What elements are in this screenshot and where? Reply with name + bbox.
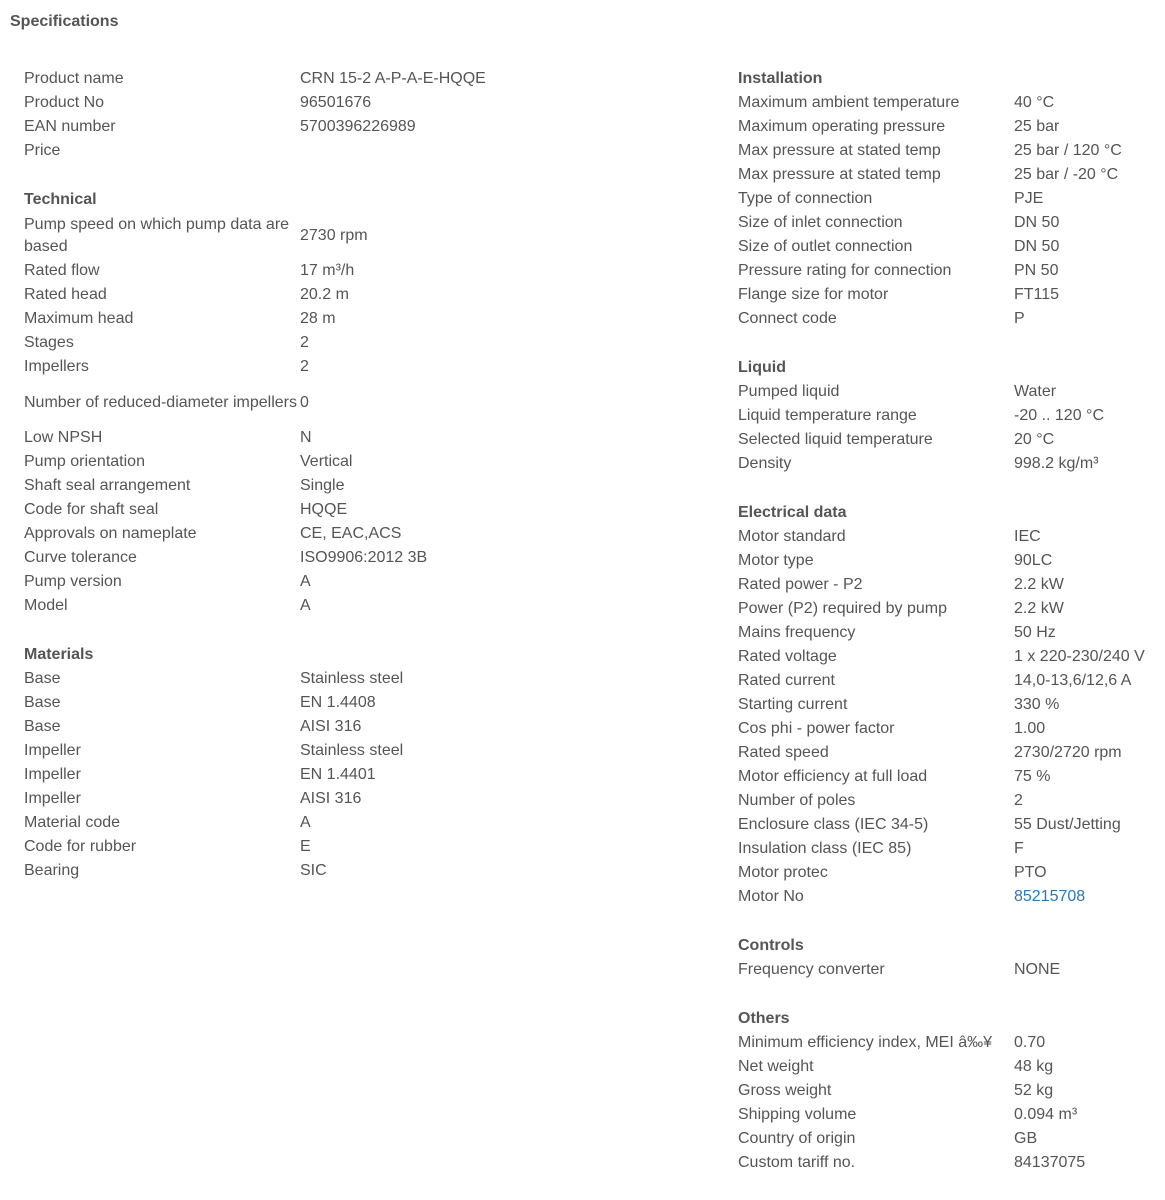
spec-value: Vertical — [300, 453, 353, 470]
spec-value: AISI 316 — [300, 790, 362, 807]
spec-label: Motor standard — [738, 528, 846, 545]
spec-row — [738, 573, 1145, 597]
spec-label: Approvals on nameplate — [24, 525, 197, 542]
spec-label: Max pressure at stated temp — [738, 142, 941, 159]
section-installation — [738, 67, 1145, 331]
left-spec-column — [24, 67, 486, 883]
spec-row — [738, 163, 1145, 187]
spec-label: Mains frequency — [738, 624, 856, 641]
spec-value: 28 m — [300, 310, 336, 327]
spec-value: 0.70 — [1014, 1034, 1046, 1051]
spec-row — [24, 67, 486, 91]
spec-row — [738, 765, 1145, 789]
spec-row — [738, 693, 1145, 717]
spec-row — [738, 139, 1145, 163]
spec-label: Product name — [24, 70, 124, 87]
spec-value: EN 1.4401 — [300, 766, 376, 783]
spec-label: Impeller — [24, 766, 81, 783]
spec-value: 2.2 kW — [1014, 576, 1064, 593]
spec-label: Code for shaft seal — [24, 501, 159, 518]
spec-label: Curve tolerance — [24, 549, 137, 566]
spec-label: EAN number — [24, 118, 116, 135]
spec-value: N — [300, 429, 312, 446]
spec-label: Rated flow — [24, 262, 100, 279]
spec-row — [24, 667, 486, 691]
spec-row — [738, 1055, 1145, 1079]
spec-value: 1 x 220-230/240 V — [1014, 648, 1145, 665]
spec-label: Custom tariff no. — [738, 1154, 856, 1171]
spec-label: Price — [24, 142, 61, 159]
spec-row — [738, 115, 1145, 139]
section-spacer — [738, 476, 1145, 501]
section-controls — [738, 934, 1145, 982]
spec-row — [738, 1079, 1145, 1103]
spec-label: Stages — [24, 334, 74, 351]
spec-row — [738, 428, 1145, 452]
spec-row — [24, 570, 486, 594]
spec-label: Net weight — [738, 1058, 814, 1075]
spec-label: Pump orientation — [24, 453, 145, 470]
spec-row — [24, 522, 486, 546]
spec-value: 52 kg — [1014, 1082, 1054, 1099]
spec-value: Stainless steel — [300, 742, 404, 759]
spec-label: Model — [24, 597, 68, 614]
spec-row — [24, 787, 486, 811]
spec-row — [738, 1031, 1145, 1055]
spec-row — [738, 813, 1145, 837]
spec-label: Shipping volume — [738, 1106, 857, 1123]
spec-value: 2 — [1014, 792, 1023, 809]
spec-row — [738, 1151, 1145, 1175]
spec-value: PJE — [1014, 190, 1044, 207]
spec-label: Cos phi - power factor — [738, 720, 895, 737]
spec-value: E — [300, 838, 311, 855]
spec-row — [24, 450, 486, 474]
spec-value: 20.2 m — [300, 286, 349, 303]
spec-value: 84137075 — [1014, 1154, 1086, 1171]
spec-label: Motor protec — [738, 864, 828, 881]
spec-value: EN 1.4408 — [300, 694, 376, 711]
spec-row — [24, 426, 486, 450]
spec-row — [24, 691, 486, 715]
spec-row — [738, 885, 1145, 909]
spec-value: NONE — [1014, 961, 1061, 978]
spec-label: Pumped liquid — [738, 383, 840, 400]
spec-row — [24, 91, 486, 115]
spec-label: Insulation class (IEC 85) — [738, 840, 912, 857]
spec-label: Number of poles — [738, 792, 856, 809]
spec-row — [24, 115, 486, 139]
spec-label: Density — [738, 455, 792, 472]
spec-value: 17 m³/h — [300, 262, 355, 279]
spec-row — [738, 1103, 1145, 1127]
spec-value: PN 50 — [1014, 262, 1059, 279]
spec-row — [738, 621, 1145, 645]
spec-label: Type of connection — [738, 190, 873, 207]
spec-row — [24, 739, 486, 763]
spec-label: Rated power - P2 — [738, 576, 863, 593]
spec-row — [738, 307, 1145, 331]
spec-row — [24, 715, 486, 739]
spec-row — [738, 717, 1145, 741]
spec-value: 40 °C — [1014, 94, 1055, 111]
spec-row — [24, 212, 486, 259]
section-heading: Liquid — [738, 359, 786, 376]
spec-value: GB — [1014, 1130, 1038, 1147]
spec-value: A — [300, 597, 311, 614]
spec-label: Base — [24, 718, 61, 735]
spec-value: 2 — [300, 358, 309, 375]
spec-value: 14,0-13,6/12,6 A — [1014, 672, 1132, 689]
spec-label: Material code — [24, 814, 121, 831]
spec-label: Size of inlet connection — [738, 214, 903, 231]
spec-value: 96501676 — [300, 94, 372, 111]
spec-row — [738, 597, 1145, 621]
spec-label: Selected liquid temperature — [738, 431, 933, 448]
spec-label: Shaft seal arrangement — [24, 477, 191, 494]
spec-label: Minimum efficiency index, MEI â‰¥ — [738, 1034, 993, 1051]
spec-row — [738, 837, 1145, 861]
spec-label: Code for rubber — [24, 838, 137, 855]
spec-value: 1.00 — [1014, 720, 1046, 737]
section-spacer — [738, 331, 1145, 356]
spec-label: Low NPSH — [24, 429, 103, 446]
section-electrical-data — [738, 501, 1145, 909]
spec-label: Impellers — [24, 358, 89, 375]
spec-value: Stainless steel — [300, 670, 404, 687]
spec-row — [738, 741, 1145, 765]
spec-label: Flange size for motor — [738, 286, 889, 303]
spec-label: Enclosure class (IEC 34-5) — [738, 816, 929, 833]
spec-value: SIC — [300, 862, 327, 879]
spec-label: Pump speed on which pump data are based — [24, 215, 290, 255]
spec-row — [738, 669, 1145, 693]
spec-value: PTO — [1014, 864, 1047, 881]
spec-value: 2730/2720 rpm — [1014, 744, 1122, 761]
spec-value: 2.2 kW — [1014, 600, 1064, 617]
spec-row — [24, 835, 486, 859]
spec-value: A — [300, 573, 311, 590]
spec-row — [738, 645, 1145, 669]
spec-row — [24, 811, 486, 835]
spec-row — [738, 549, 1145, 573]
spec-value: 330 % — [1014, 696, 1060, 713]
spec-label: Gross weight — [738, 1082, 832, 1099]
spec-value: 2730 rpm — [300, 226, 368, 244]
section-liquid — [738, 356, 1145, 476]
spec-label: Size of outlet connection — [738, 238, 913, 255]
section-materials — [24, 643, 486, 883]
spec-row — [24, 546, 486, 570]
spec-label: Bearing — [24, 862, 80, 879]
spec-row — [738, 380, 1145, 404]
spec-value: 55 Dust/Jetting — [1014, 816, 1121, 833]
spec-row — [24, 379, 486, 426]
spec-value: DN 50 — [1014, 214, 1060, 231]
spec-label: Starting current — [738, 696, 848, 713]
spec-row — [738, 1127, 1145, 1151]
spec-row — [24, 859, 486, 883]
spec-row — [738, 958, 1145, 982]
spec-label: Maximum head — [24, 310, 134, 327]
spec-value: HQQE — [300, 501, 348, 518]
spec-row — [738, 283, 1145, 307]
spec-value: P — [1014, 310, 1025, 327]
spec-row — [24, 498, 486, 522]
section-heading: Materials — [24, 646, 94, 663]
spec-value: 90LC — [1014, 552, 1053, 569]
section-heading: Electrical data — [738, 504, 847, 521]
spec-row — [24, 474, 486, 498]
spec-label: Country of origin — [738, 1130, 856, 1147]
spec-label: Maximum operating pressure — [738, 118, 946, 135]
spec-label: Rated current — [738, 672, 835, 689]
spec-value: 75 % — [1014, 768, 1051, 785]
section-spacer — [24, 163, 486, 188]
section-heading: Technical — [24, 191, 97, 208]
spec-row — [738, 861, 1145, 885]
section-heading: Controls — [738, 937, 804, 954]
spec-value: 48 kg — [1014, 1058, 1054, 1075]
spec-row — [738, 404, 1145, 428]
section-heading: Others — [738, 1010, 790, 1027]
spec-value: 998.2 kg/m³ — [1014, 455, 1099, 472]
spec-value-link[interactable]: 85215708 — [1014, 888, 1086, 905]
spec-value: -20 .. 120 °C — [1014, 407, 1104, 424]
spec-value: IEC — [1014, 528, 1041, 545]
spec-row — [24, 355, 486, 379]
spec-value: AISI 316 — [300, 718, 362, 735]
spec-value: 25 bar / -20 °C — [1014, 166, 1119, 183]
spec-label: Base — [24, 670, 61, 687]
spec-row — [738, 525, 1145, 549]
spec-label: Motor No — [738, 888, 804, 905]
spec-label: Rated speed — [738, 744, 829, 761]
spec-value: 0.094 m³ — [1014, 1106, 1078, 1123]
spec-label: Max pressure at stated temp — [738, 166, 941, 183]
spec-row — [24, 307, 486, 331]
spec-row — [24, 331, 486, 355]
spec-label: Frequency converter — [738, 961, 885, 978]
section-technical — [24, 188, 486, 618]
spec-value: CE, EAC,ACS — [300, 525, 402, 542]
spec-label: Power (P2) required by pump — [738, 600, 947, 617]
spec-value: ISO9906:2012 3B — [300, 549, 428, 566]
spec-label: Maximum ambient temperature — [738, 94, 960, 111]
spec-row — [738, 452, 1145, 476]
spec-value: Water — [1014, 383, 1057, 400]
spec-value: CRN 15-2 A-P-A-E-HQQE — [300, 70, 486, 87]
section-others — [738, 1007, 1145, 1175]
spec-label: Rated head — [24, 286, 107, 303]
spec-value: 25 bar — [1014, 118, 1060, 135]
spec-value: 25 bar / 120 °C — [1014, 142, 1122, 159]
spec-value: 20 °C — [1014, 431, 1055, 448]
spec-row — [24, 763, 486, 787]
spec-label: Pump version — [24, 573, 122, 590]
spec-label: Base — [24, 694, 61, 711]
spec-value: DN 50 — [1014, 238, 1060, 255]
spec-label: Motor type — [738, 552, 814, 569]
right-spec-column — [738, 67, 1145, 1175]
spec-label: Rated voltage — [738, 648, 837, 665]
section-heading: Installation — [738, 70, 823, 87]
spec-row — [738, 187, 1145, 211]
page-title: Specifications — [10, 13, 119, 30]
spec-row — [738, 259, 1145, 283]
spec-row — [24, 594, 486, 618]
spec-label: Impeller — [24, 742, 81, 759]
spec-label: Pressure rating for connection — [738, 262, 952, 279]
spec-row — [24, 139, 486, 163]
spec-value: F — [1014, 840, 1024, 857]
section-general — [24, 67, 486, 163]
spec-value: Single — [300, 477, 345, 494]
spec-label: Number of reduced-diameter impellers — [24, 393, 297, 411]
section-spacer — [738, 982, 1145, 1007]
section-spacer — [24, 618, 486, 643]
spec-value: 2 — [300, 334, 309, 351]
spec-value: FT115 — [1014, 286, 1060, 303]
spec-row — [738, 91, 1145, 115]
spec-row — [738, 235, 1145, 259]
spec-row — [738, 789, 1145, 813]
spec-value: A — [300, 814, 311, 831]
spec-label: Impeller — [24, 790, 81, 807]
spec-label: Liquid temperature range — [738, 407, 917, 424]
spec-row — [738, 211, 1145, 235]
spec-value: 0 — [300, 393, 309, 411]
spec-row — [24, 259, 486, 283]
spec-label: Product No — [24, 94, 105, 111]
spec-value: 5700396226989 — [300, 118, 416, 135]
spec-label: Connect code — [738, 310, 837, 327]
spec-row — [24, 283, 486, 307]
section-spacer — [738, 909, 1145, 934]
spec-value: 50 Hz — [1014, 624, 1056, 641]
spec-label: Motor efficiency at full load — [738, 768, 928, 785]
